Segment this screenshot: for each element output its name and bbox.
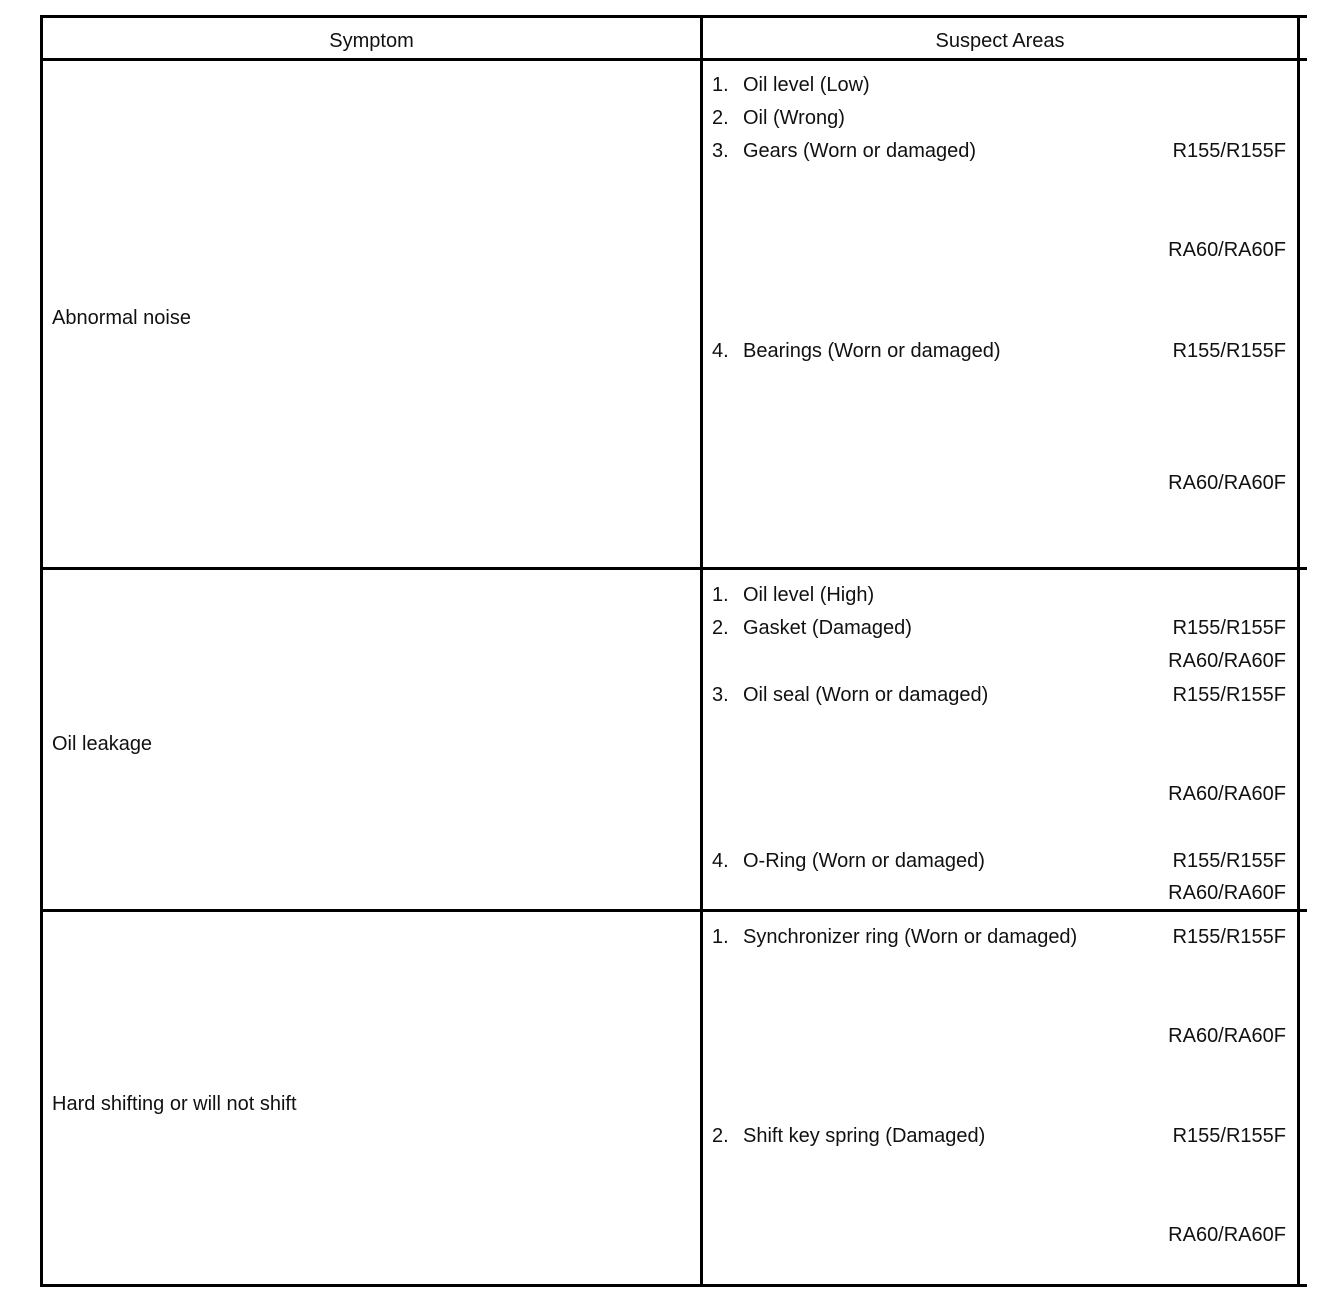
model-label: R155/R155F <box>1172 684 1286 706</box>
item-number: 2. <box>712 107 729 129</box>
header-suspect-areas: Suspect Areas <box>935 30 1065 52</box>
table-left-border <box>40 15 43 1287</box>
table-top-border <box>40 15 1307 18</box>
model-label: R155/R155F <box>1172 140 1286 162</box>
symptom-cell: Hard shifting or will not shift <box>52 1093 297 1115</box>
item-number: 1. <box>712 74 729 96</box>
column-divider <box>700 15 703 1287</box>
model-label: RA60/RA60F <box>1168 882 1286 904</box>
header-symptom: Symptom <box>329 30 414 52</box>
row-divider-2 <box>40 909 1307 912</box>
item-text: O-Ring (Worn or damaged) <box>743 850 985 872</box>
header-bottom-border <box>40 58 1307 61</box>
item-text: Gears (Worn or damaged) <box>743 140 977 162</box>
item-text: Bearings (Worn or damaged) <box>743 340 1001 362</box>
item-number: 2. <box>712 1125 729 1147</box>
symptom-cell: Abnormal noise <box>52 307 191 329</box>
item-number: 4. <box>712 850 729 872</box>
model-label: R155/R155F <box>1172 1125 1286 1147</box>
item-text: Oil (Wrong) <box>743 107 845 129</box>
item-text: Oil level (Low) <box>743 74 870 96</box>
model-label: R155/R155F <box>1172 340 1286 362</box>
item-number: 3. <box>712 684 729 706</box>
item-number: 1. <box>712 926 729 948</box>
item-number: 2. <box>712 617 729 639</box>
item-text: Synchronizer ring (Worn or damaged) <box>743 926 1078 948</box>
item-number: 3. <box>712 140 729 162</box>
model-label: RA60/RA60F <box>1168 472 1286 494</box>
item-number: 4. <box>712 340 729 362</box>
item-text: Gasket (Damaged) <box>743 617 912 639</box>
item-text: Oil level (High) <box>743 584 875 606</box>
model-label: RA60/RA60F <box>1168 239 1286 261</box>
model-label: R155/R155F <box>1172 926 1286 948</box>
model-label: RA60/RA60F <box>1168 650 1286 672</box>
item-text: Shift key spring (Damaged) <box>743 1125 986 1147</box>
symptom-cell: Oil leakage <box>52 733 153 755</box>
model-label: R155/R155F <box>1172 850 1286 872</box>
table-right-border <box>1297 15 1300 1287</box>
item-number: 1. <box>712 584 729 606</box>
model-label: RA60/RA60F <box>1168 1025 1286 1047</box>
row-divider-1 <box>40 567 1307 570</box>
model-label: RA60/RA60F <box>1168 783 1286 805</box>
model-label: R155/R155F <box>1172 617 1286 639</box>
item-text: Oil seal (Worn or damaged) <box>743 684 989 706</box>
model-label: RA60/RA60F <box>1168 1224 1286 1246</box>
table-bottom-border <box>40 1284 1307 1287</box>
